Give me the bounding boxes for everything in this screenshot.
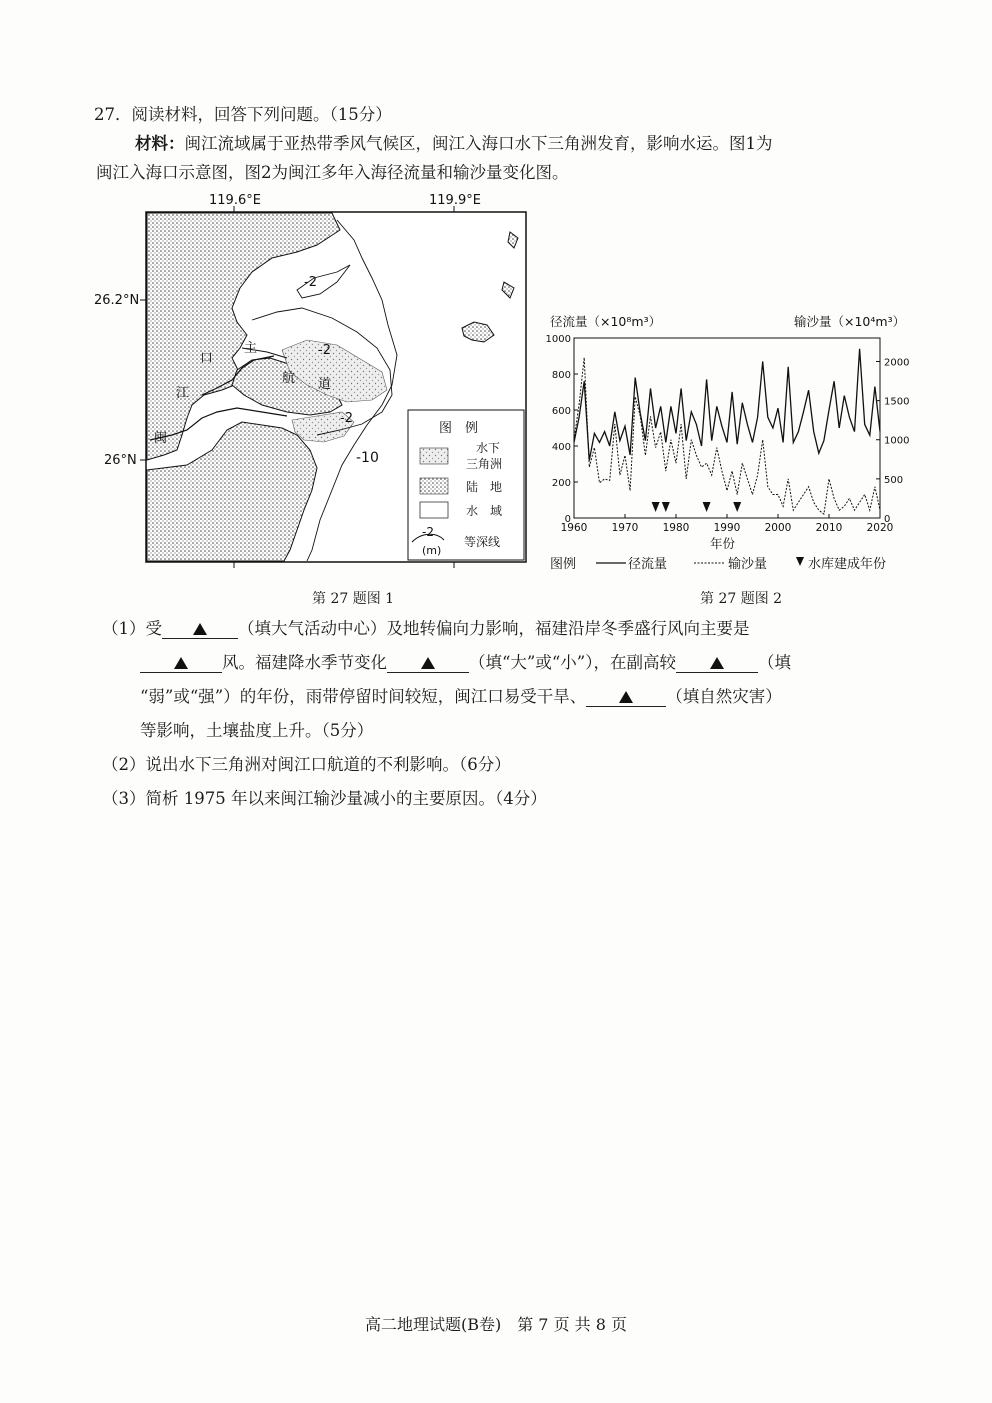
y-left-tick-label: 0 (564, 514, 571, 525)
x-tick-label: 2000 (764, 522, 792, 534)
y-left-tick-label: 200 (551, 478, 571, 489)
depth-label-3: -2 (340, 411, 353, 426)
legend-contour: 等深线 (464, 535, 501, 549)
reservoir-marker (703, 502, 711, 512)
reservoir-marker (733, 502, 741, 512)
material-line-2: 闽江入海口示意图，图2为闽江多年入海径流量和输沙量变化图。 (96, 163, 569, 182)
question-header: 27．阅读材料，回答下列问题。（15分） (94, 105, 392, 124)
x-tick-label: 2010 (815, 522, 843, 534)
legend-water: 水 域 (466, 504, 503, 518)
q1-blank-4[interactable] (676, 654, 758, 673)
q2-line: （2）说出水下三角洲对闽江口航道的不利影响。（6分） (102, 755, 511, 774)
map-caption: 第 27 题图 1 (312, 591, 395, 607)
y-right-tick-label: 2000 (884, 357, 910, 369)
channel-char-1: 主 (244, 341, 258, 356)
triangle-icon (174, 657, 188, 669)
estuary-map (92, 190, 532, 576)
y-left-tick-label: 1000 (545, 334, 571, 345)
q3-line: （3）简析 1975 年以来闽江输沙量减小的主要原因。（4分） (102, 789, 547, 808)
y-right-tick-label: 1500 (884, 396, 910, 408)
q1-line-3 (140, 686, 782, 708)
y-right-tick-label: 1000 (884, 435, 910, 447)
page-footer: 高二地理试题(B卷) 第 7 页 共 8 页 (364, 1315, 628, 1334)
q1-blank-3[interactable] (387, 654, 469, 673)
chart-ylabel-left: 径流量（×10⁸m³） (550, 314, 662, 329)
q1-text-b: （填大气活动中心）及地转偏向力影响，福建沿岸冬季盛行风向主要是 (238, 619, 750, 638)
q1-blank-1[interactable] (162, 620, 238, 639)
chart-plot-frame (574, 338, 880, 518)
legend-delta-1: 水下 (476, 441, 501, 455)
material-text-1: 闽江流域属于亚热带季风气候区，闽江入海口水下三角洲发育，影响水运。图1为 (184, 134, 773, 153)
chart-legend-reservoir: 水库建成年份 (808, 557, 887, 572)
runoff-line (574, 349, 880, 461)
chart-legend-prefix: 图例 (550, 557, 577, 572)
lat-label-bottom: 26°N (104, 453, 137, 468)
x-tick-label: 1970 (611, 522, 639, 534)
x-tick-label: 1980 (662, 522, 690, 534)
chart-legend-runoff: 径流量 (628, 557, 668, 572)
x-tick-label: 1960 (560, 522, 588, 534)
sediment-line (574, 358, 880, 514)
y-right-tick-label: 0 (884, 514, 891, 525)
triangle-icon (193, 623, 207, 635)
channel-char-3: 道 (318, 377, 332, 392)
place-char-kou: 口 (200, 351, 214, 366)
legend-title: 图 例 (439, 421, 479, 436)
triangle-icon (710, 657, 724, 669)
y-left-tick-label: 800 (551, 370, 571, 381)
chart-ylabel-right: 输沙量（×10⁴m³） (794, 314, 906, 329)
channel-char-2: 航 (282, 371, 296, 386)
q1-line-1 (102, 618, 750, 640)
material-label: 材料： (135, 134, 185, 153)
triangle-icon (619, 691, 633, 703)
lon-label-right: 119.9°E (429, 193, 481, 208)
reservoir-marker (662, 502, 670, 512)
place-char-min: 闽 (154, 431, 168, 446)
y-right-tick-label: 500 (884, 474, 904, 486)
chart-caption: 第 27 题图 2 (700, 591, 783, 607)
depth-label-4: -10 (356, 450, 379, 466)
q1-blank-2[interactable] (140, 654, 222, 673)
q1-text-g: （填自然灾害） (666, 687, 782, 706)
q1-text-e: （填 (758, 653, 791, 672)
x-tick-label: 2020 (866, 522, 894, 534)
place-char-jiang: 江 (176, 386, 190, 401)
legend-delta-2: 三角洲 (466, 457, 503, 471)
q1-text-a: （1）受 (102, 619, 162, 638)
reservoir-marker (652, 502, 660, 512)
q1-text-d: （填“大”或“小”），在副高较 (469, 653, 676, 672)
lon-label-left: 119.6°E (209, 193, 261, 208)
legend-contour-unit: (m) (422, 544, 442, 557)
depth-label-1: -2 (304, 275, 317, 290)
triangle-icon (421, 657, 435, 669)
q1-line-4: 等影响，土壤盐度上升。（5分） (140, 721, 374, 740)
q1-line-2 (140, 652, 791, 674)
y-left-tick-label: 400 (551, 442, 571, 453)
lat-label-top: 26.2°N (94, 293, 140, 308)
runoff-sediment-chart (542, 306, 922, 576)
chart-legend-sediment: 输沙量 (728, 557, 768, 572)
q1-text-f: “弱”或“强”）的年份，雨带停留时间较短，闽江口易受干旱、 (140, 687, 587, 706)
legend-land: 陆 地 (466, 480, 503, 494)
q1-blank-5[interactable] (586, 688, 666, 707)
map-legend (408, 410, 524, 560)
legend-contour-value: -2 (422, 525, 434, 539)
q1-text-c: 风。福建降水季节变化 (222, 653, 387, 672)
y-left-tick-label: 600 (551, 406, 571, 417)
material-line-1 (135, 133, 773, 155)
chart-xlabel: 年份 (710, 536, 736, 551)
depth-label-2: -2 (318, 343, 331, 358)
x-tick-label: 1990 (713, 522, 741, 534)
